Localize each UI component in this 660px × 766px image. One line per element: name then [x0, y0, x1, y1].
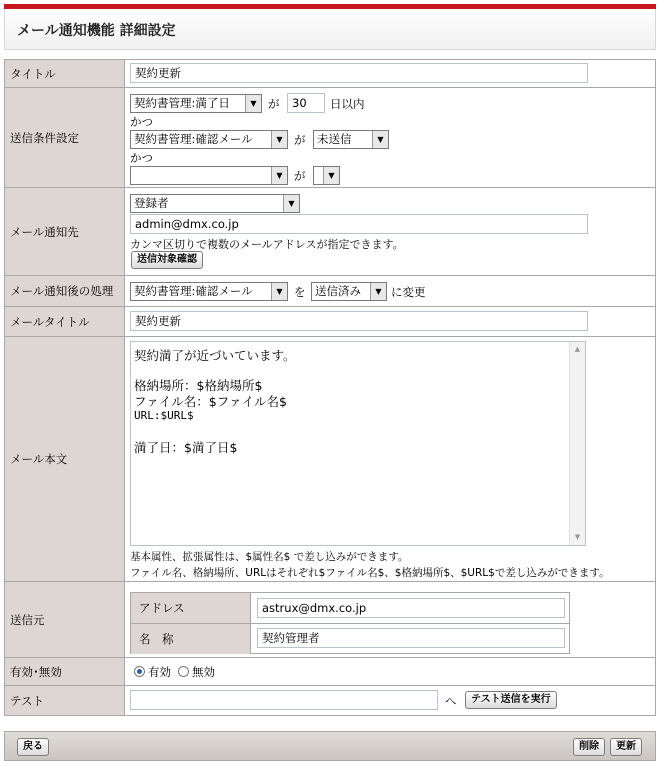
cond2-value-select[interactable]: 未送信 ▼: [313, 130, 389, 149]
scroll-down-icon[interactable]: ▼: [574, 533, 581, 541]
body-line-2: 格納場所：$格納場所$: [134, 378, 263, 393]
chevron-down-icon: ▼: [370, 283, 386, 300]
mail-body-row: [4, 336, 656, 582]
chevron-down-icon: ▼: [323, 167, 339, 184]
post-action-wo: を: [294, 285, 306, 299]
delete-button[interactable]: 削除: [573, 738, 605, 756]
recipient-address-input[interactable]: admin@dmx.co.jp: [130, 214, 588, 234]
recipient-label: メール通知先: [5, 188, 125, 275]
mail-body-textarea[interactable]: [130, 341, 586, 546]
enabled-off-label: 無効: [192, 665, 215, 679]
footer-bar: [4, 731, 656, 761]
chevron-down-icon: ▼: [372, 131, 388, 148]
enabled-on-radio[interactable]: [134, 666, 145, 677]
cond1-ga: が: [268, 97, 280, 111]
cond1-field-select[interactable]: 契約書管理:満了日 ▼: [130, 94, 262, 113]
recipient-hint: カンマ区切りで複数のメールアドレスが指定できます。: [130, 238, 404, 251]
test-address-input[interactable]: [130, 690, 438, 710]
test-row: [4, 685, 656, 716]
textarea-scrollbar[interactable]: [569, 342, 585, 545]
post-action-suffix: に変更: [391, 285, 426, 299]
sender-name-label: 名 称: [131, 624, 251, 654]
test-label: テスト: [5, 686, 125, 715]
and-label-2: かつ: [130, 151, 153, 165]
chevron-down-icon: ▼: [271, 167, 287, 184]
chevron-down-icon: ▼: [271, 131, 287, 148]
body-note-1: 基本属性、拡張属性は、$属性名$ で差し込みができます。: [130, 551, 409, 563]
mail-title-label: メールタイトル: [5, 307, 125, 336]
title-label: タイトル: [5, 60, 125, 87]
sender-table: [130, 592, 570, 654]
body-line-4: URL:$URL$: [134, 409, 194, 422]
condition-row: [4, 87, 656, 188]
sender-address-input[interactable]: astrux@dmx.co.jp: [257, 598, 565, 618]
sender-name-row: [131, 624, 569, 654]
confirm-recipients-button[interactable]: 送信対象確認: [131, 251, 203, 269]
cond3-value-select[interactable]: [313, 166, 340, 185]
sender-address-label: アドレス: [131, 593, 251, 623]
post-action-field-select[interactable]: 契約書管理:確認メール ▼: [130, 282, 288, 301]
sender-label: 送信元: [5, 582, 125, 657]
and-label-1: かつ: [130, 115, 153, 129]
cond2-ga: が: [294, 133, 306, 147]
scroll-up-icon[interactable]: ▲: [574, 345, 581, 353]
body-line-3: ファイル名：$ファイル名$: [134, 394, 287, 409]
enabled-off-radio[interactable]: [178, 666, 189, 677]
back-button[interactable]: 戻る: [17, 738, 49, 756]
cond3-field-select[interactable]: [130, 166, 288, 185]
sender-name-input[interactable]: 契約管理者: [257, 628, 565, 648]
mail-title-input[interactable]: 契約更新: [130, 311, 588, 331]
cond1-days-input[interactable]: 30: [287, 93, 325, 113]
cond1-suffix: 日以内: [330, 97, 365, 111]
update-button[interactable]: 更新: [610, 738, 642, 756]
page-title: メール通知機能 詳細設定: [17, 23, 176, 39]
chevron-down-icon: ▼: [245, 95, 261, 112]
post-action-row: [4, 275, 656, 307]
cond3-ga: が: [294, 169, 306, 183]
title-row: [4, 59, 656, 88]
chevron-down-icon: ▼: [271, 283, 287, 300]
post-action-value-select[interactable]: 送信済み ▼: [311, 282, 387, 301]
sender-address-row: [131, 593, 569, 624]
mail-title-row: [4, 306, 656, 337]
enabled-on-label: 有効: [148, 665, 171, 679]
cond2-field-select[interactable]: 契約書管理:確認メール ▼: [130, 130, 288, 149]
test-to: へ: [445, 694, 457, 708]
enabled-row: [4, 657, 656, 686]
recipient-type-select[interactable]: 登録者 ▼: [130, 194, 300, 213]
post-action-label: メール通知後の処理: [5, 276, 125, 306]
body-line-1: 契約満了が近づいています。: [134, 348, 296, 363]
sender-row: [4, 581, 656, 658]
enabled-label: 有効･無効: [5, 658, 125, 685]
mail-body-label: メール本文: [5, 337, 125, 581]
body-line-5: 満了日：$満了日$: [134, 440, 238, 455]
title-input[interactable]: 契約更新: [130, 63, 588, 83]
body-note-2: ファイル名、格納場所、URLはそれぞれ$ファイル名$、$格納場所$、$URL$で差し込みができます。: [130, 567, 610, 579]
send-test-button[interactable]: テスト送信を実行: [465, 691, 557, 709]
condition-label: 送信条件設定: [5, 88, 125, 187]
page-header: [4, 9, 656, 50]
recipient-row: [4, 187, 656, 276]
chevron-down-icon: ▼: [283, 195, 299, 212]
